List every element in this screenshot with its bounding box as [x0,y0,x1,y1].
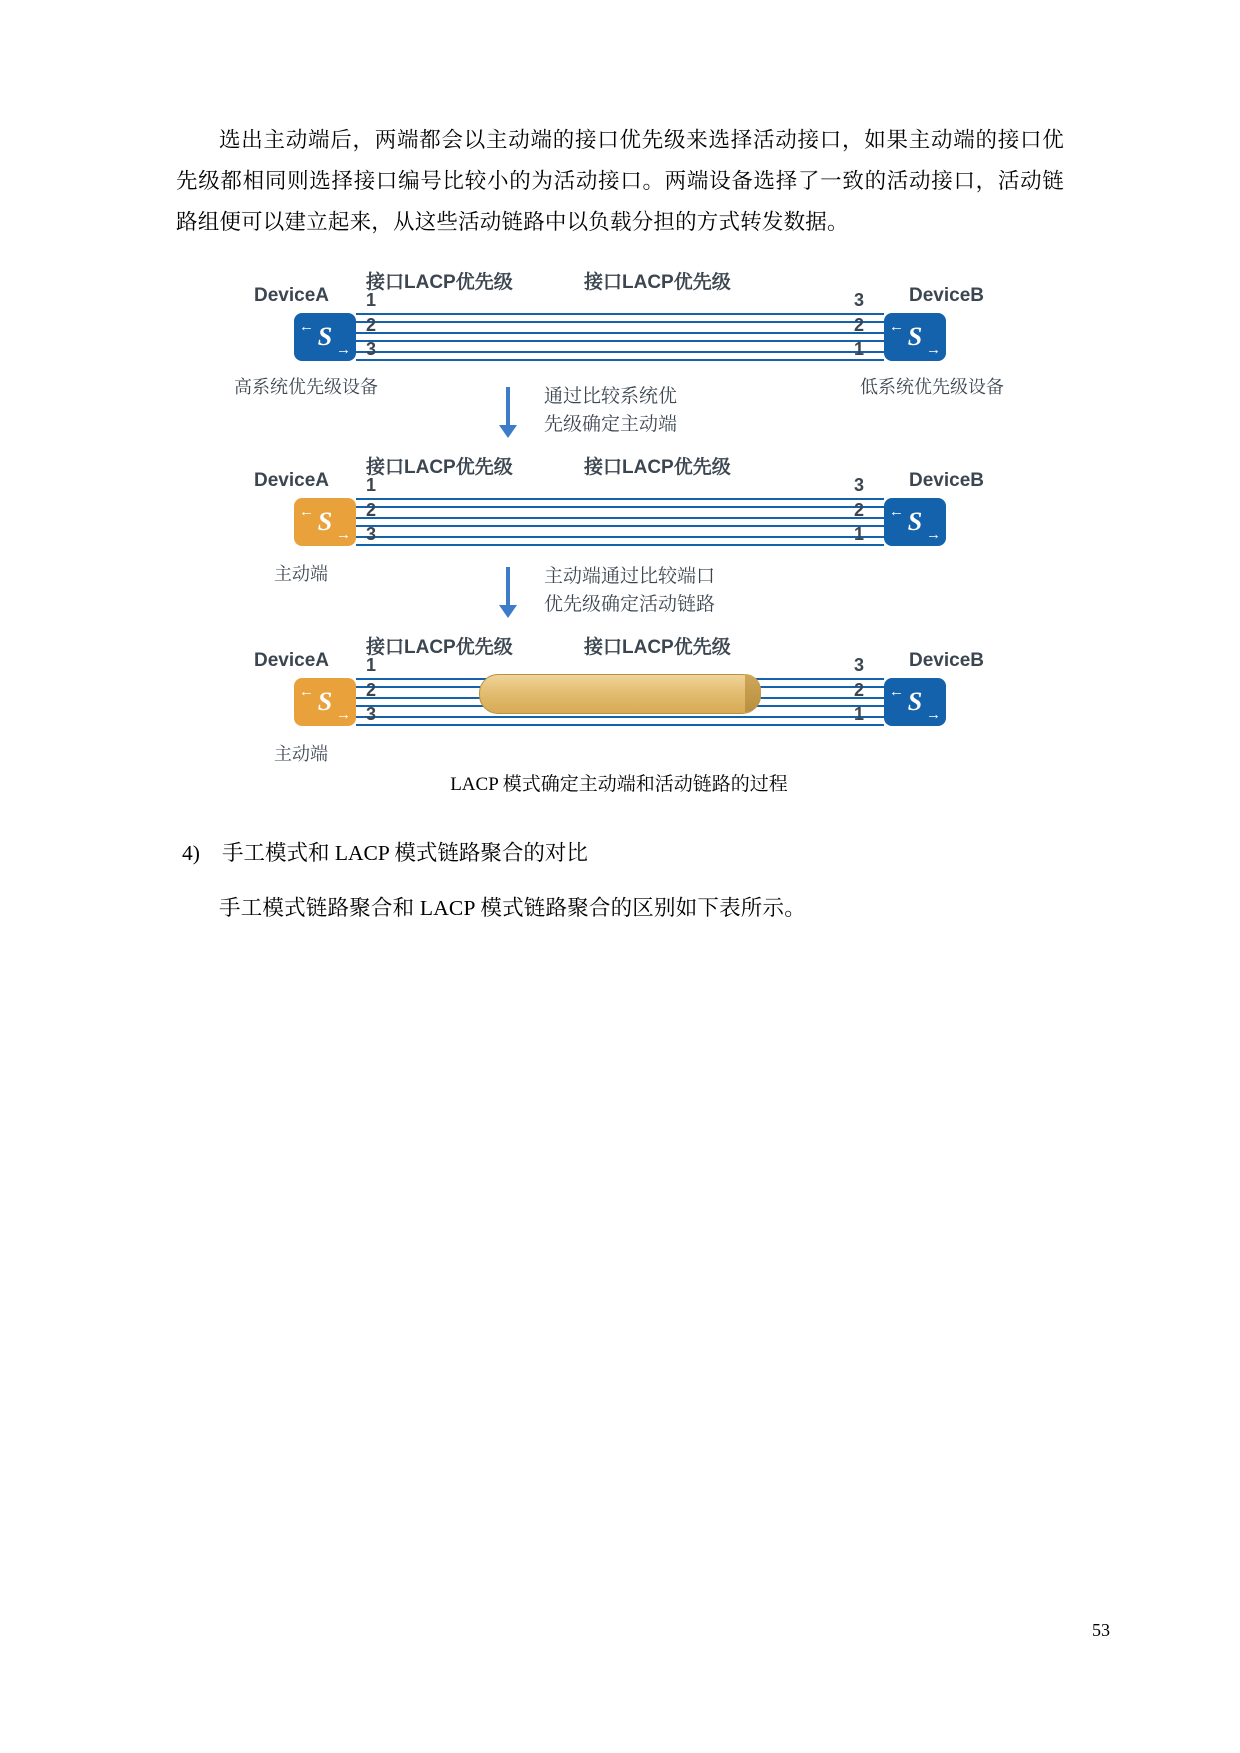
stage2-left-priority-3: 3 [366,524,377,544]
arrow-down-icon [506,387,510,427]
switch-arrow-out-icon: → [336,706,351,723]
stage1-switch-right-letter: S [907,322,923,351]
stage1-right-priority-3: 1 [854,339,865,359]
page-number: 53 [1092,1620,1110,1640]
switch-arrow-in-icon: ← [889,683,904,700]
stage1-note-right: 低系统优先级设备 [860,377,1004,397]
stage3-active-link-bundle [479,674,761,714]
switch-arrow-out-icon: → [336,341,351,358]
stage3-device-right-label: DeviceB [909,650,984,671]
stage1-link-2 [356,332,884,342]
arrow-2-text [544,563,715,619]
stage3-right-priority-2: 2 [854,680,865,700]
stage2-switch-left-letter: S [317,507,333,536]
paragraph-intro: 选出主动端后，两端都会以主动端的接口优先级来选择活动接口，如果主动端的接口优先级都相同则选择接口编号比较小的为活动接口。两端设备选择了一致的活动接口，活动链路组便可以建立起来，从这些活动链路中以负载分担的方式转发数据。 [176,128,1064,234]
arrow-1-text [544,383,677,439]
stage3-left-priority-3: 3 [366,704,377,724]
stage3-link-3 [356,716,884,726]
stage2-device-right-label: DeviceB [909,470,984,491]
page-content [176,120,1064,929]
figure-stage-3 [254,632,984,764]
stage2-header-left: 接口LACP优先级 [366,457,513,478]
stage3-left-priority-2: 2 [366,680,377,700]
switch-arrow-in-icon: ← [299,683,314,700]
stage2-note-left: 主动端 [274,564,328,584]
list-item-4-text: 手工模式和 LACP 模式链路聚合的对比 [222,841,588,865]
stage1-link-3 [356,351,884,361]
arrow-down-icon [506,567,510,607]
switch-arrow-out-icon: → [926,526,941,543]
stage1-switch-left-icon [294,313,356,361]
list-item-4 [176,833,1064,874]
stage1-header-right: 接口LACP优先级 [584,272,731,293]
switch-arrow-in-icon: ← [299,503,314,520]
stage1-switch-left-letter: S [317,322,333,351]
stage3-left-priority-1: 1 [366,655,377,675]
stage2-header-right: 接口LACP优先级 [584,457,731,478]
stage1-note-left: 高系统优先级设备 [234,377,378,397]
stage3-header-right: 接口LACP优先级 [584,637,731,658]
stage1-left-priority-1: 1 [366,290,377,310]
stage2-link-1 [356,498,884,508]
stage3-right-priority-1: 3 [854,655,865,675]
stage2-switch-right-icon [884,498,946,546]
stage3-right-priority-3: 1 [854,704,865,724]
stage2-link-3 [356,536,884,546]
stage1-link-1 [356,313,884,323]
list-item-4-number: 4) [182,841,200,865]
stage2-right-priority-1: 3 [854,475,865,495]
switch-arrow-in-icon: ← [889,503,904,520]
switch-arrow-out-icon: → [926,706,941,723]
switch-arrow-out-icon: → [336,526,351,543]
stage3-switch-right-icon [884,678,946,726]
stage2-left-priority-2: 2 [366,500,377,520]
arrow-1-line-1: 通过比较系统优 [544,386,678,407]
stage1-device-right-label: DeviceB [909,285,984,306]
stage1-left-priority-2: 2 [366,315,377,335]
stage2-left-priority-1: 1 [366,475,377,495]
stage2-link-2 [356,517,884,527]
stage3-note-left: 主动端 [274,744,328,764]
arrow-head-icon [499,425,517,438]
figure-lacp-process [176,257,1064,817]
paragraph-comparison: 手工模式链路聚合和 LACP 模式链路聚合的区别如下表所示。 [219,896,806,920]
arrow-head-icon [499,605,517,618]
arrow-1-line-2: 先级确定主动端 [544,414,678,435]
stage2-switch-left-icon [294,498,356,546]
stage1-switch-right-icon [884,313,946,361]
stage2-switch-right-letter: S [907,507,923,536]
stage2-right-priority-3: 1 [854,524,865,544]
stage1-header-left: 接口LACP优先级 [366,272,513,293]
stage3-switch-right-letter: S [907,687,923,716]
arrow-2-line-1: 主动端通过比较端口 [544,566,716,587]
stage3-header-left: 接口LACP优先级 [366,637,513,658]
stage3-switch-left-icon [294,678,356,726]
stage2-device-left-label: DeviceA [254,470,329,491]
figure-caption: LACP 模式确定主动端和活动链路的过程 [450,774,788,795]
arrow-2-line-2: 优先级确定活动链路 [544,594,716,615]
stage1-device-left-label: DeviceA [254,285,329,306]
stage3-switch-left-letter: S [317,687,333,716]
switch-arrow-in-icon: ← [889,318,904,335]
stage1-right-priority-1: 3 [854,290,865,310]
switch-arrow-in-icon: ← [299,318,314,335]
switch-arrow-out-icon: → [926,341,941,358]
stage3-device-left-label: DeviceA [254,650,329,671]
stage1-left-priority-3: 3 [366,339,377,359]
stage2-right-priority-2: 2 [854,500,865,520]
stage1-right-priority-2: 2 [854,315,865,335]
